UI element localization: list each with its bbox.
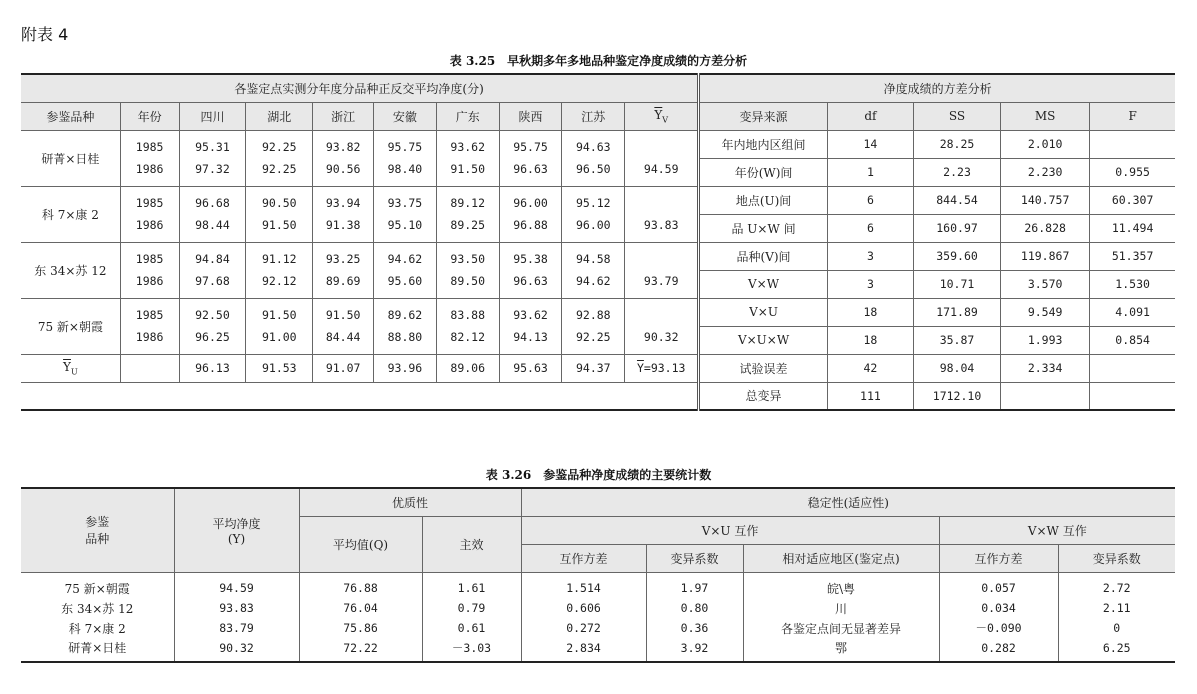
value: 94.13 — [513, 330, 548, 344]
site-header: 江苏 — [562, 102, 625, 130]
f-cell: 0.955 — [1090, 158, 1175, 186]
value: 94.58 — [575, 252, 611, 266]
value-cell — [436, 242, 499, 298]
vxu-header: V×U 互作 — [521, 516, 939, 544]
variety-name: 东 34×苏 12 — [21, 242, 120, 298]
value: 92.88 — [575, 308, 611, 322]
f-cell — [1090, 382, 1175, 410]
year-value: 1986 — [135, 162, 164, 176]
f-cell: 0.854 — [1090, 326, 1175, 354]
df-cell: 3 — [827, 270, 913, 298]
value: 91.00 — [261, 330, 297, 344]
source-cell: 年份(W)间 — [699, 158, 828, 186]
vxw-header: V×W 互作 — [939, 516, 1175, 544]
ss-cell: 35.87 — [913, 326, 1000, 354]
f-cell: 60.307 — [1090, 186, 1175, 214]
vu-var-cell: 0.272 — [521, 618, 646, 638]
variety-header-line: 品种 — [85, 532, 110, 547]
value: 95.31 — [195, 140, 230, 154]
cv-header: 变异系数 — [1058, 544, 1175, 572]
f-header: F — [1090, 102, 1175, 130]
table-row — [21, 598, 1175, 618]
ss-cell: 171.89 — [913, 298, 1000, 326]
mean-cell: 83.79 — [174, 618, 299, 638]
df-cell: 18 — [827, 326, 913, 354]
grand-mean-value: =93.13 — [643, 361, 686, 375]
table-row — [21, 186, 1175, 214]
variety-header-line: 参鉴 — [85, 515, 110, 530]
year-header: 年份 — [120, 102, 179, 130]
value-cell — [179, 130, 246, 186]
value-cell — [562, 242, 625, 298]
cv-header: 变异系数 — [646, 544, 743, 572]
value-cell — [246, 130, 313, 186]
region-cell: 皖\粤 — [743, 572, 939, 598]
source-cell: V×W — [699, 270, 828, 298]
df-cell: 6 — [827, 186, 913, 214]
value: 88.80 — [387, 330, 423, 344]
df-cell: 18 — [827, 298, 913, 326]
vu-var-cell: 1.514 — [521, 572, 646, 598]
value: 94.62 — [575, 274, 611, 288]
table1-caption: 表 3.25 早秋期多年多地品种鉴定净度成绩的方差分析 — [449, 54, 748, 68]
ss-header: SS — [913, 102, 1000, 130]
value: 89.69 — [325, 274, 361, 288]
value: 95.12 — [575, 196, 611, 210]
year-cell — [120, 298, 179, 354]
statistics-table — [21, 487, 1175, 663]
main-effect-header: 主效 — [422, 516, 521, 572]
quality-header: 优质性 — [299, 488, 521, 516]
vu-cv-cell: 0.36 — [646, 618, 743, 638]
ms-cell: 26.828 — [1001, 214, 1090, 242]
value: 92.25 — [575, 330, 611, 344]
ms-cell: 2.334 — [1001, 354, 1090, 382]
value: 95.60 — [387, 274, 423, 288]
value-cell — [179, 298, 246, 354]
ss-cell: 2.23 — [913, 158, 1000, 186]
value: 93.75 — [387, 196, 423, 210]
empty-cell — [120, 354, 179, 382]
site-group-header: 各鉴定点实测分年度分品种正反交平均净度(分) — [21, 74, 699, 102]
value: 96.50 — [575, 162, 611, 176]
table-row — [21, 130, 1175, 158]
value: 82.12 — [450, 330, 486, 344]
vu-cv-cell: 1.97 — [646, 572, 743, 598]
table-row — [21, 618, 1175, 638]
grand-mean-symbol: $\overline{Y}$ — [636, 361, 644, 375]
region-header: 相对适应地区(鉴定点) — [743, 544, 939, 572]
ms-cell: 1.993 — [1001, 326, 1090, 354]
ss-cell: 1712.10 — [913, 382, 1000, 410]
value-cell — [313, 298, 374, 354]
yu-value: 91.07 — [313, 354, 374, 382]
value-cell — [562, 130, 625, 186]
table-row — [21, 242, 1175, 270]
value: 89.62 — [387, 308, 423, 322]
ss-cell: 98.04 — [913, 354, 1000, 382]
vu-cv-cell: 0.80 — [646, 598, 743, 618]
interaction-var-header: 互作方差 — [939, 544, 1058, 572]
ss-cell: 10.71 — [913, 270, 1000, 298]
site-header: 陕西 — [499, 102, 562, 130]
yv-header-main: $\overline{Y}$ — [654, 107, 663, 122]
table2-caption: 表 3.26 参鉴品种净度成绩的主要统计数 — [485, 468, 712, 482]
year-value: 1986 — [135, 274, 164, 288]
variety-name: 科 7×康 2 — [21, 186, 120, 242]
value: 92.50 — [195, 308, 230, 322]
value: 95.75 — [513, 140, 548, 154]
ms-cell: 2.230 — [1001, 158, 1090, 186]
value-cell — [374, 130, 437, 186]
value-cell — [246, 242, 313, 298]
value: 84.44 — [325, 330, 361, 344]
vw-cv-cell: 2.72 — [1058, 572, 1175, 598]
vw-cv-cell: 0 — [1058, 618, 1175, 638]
yu-label — [21, 354, 120, 382]
value: 93.62 — [450, 140, 486, 154]
year-value: 1985 — [135, 140, 164, 154]
vw-var-cell: －0.090 — [939, 618, 1058, 638]
main-effect-cell: －3.03 — [422, 638, 521, 662]
yu-value: 95.63 — [499, 354, 562, 382]
variety-header: 参鉴品种 — [21, 102, 120, 130]
yu-label-main: $\overline{Y}$ — [63, 359, 71, 374]
year-value: 1986 — [135, 330, 164, 344]
value: 97.68 — [195, 274, 230, 288]
value: 96.25 — [195, 330, 230, 344]
q-cell: 76.04 — [299, 598, 422, 618]
q-cell: 75.86 — [299, 618, 422, 638]
source-cell: 品种(V)间 — [699, 242, 828, 270]
region-cell: 各鉴定点间无显著差异 — [743, 618, 939, 638]
value-cell — [313, 186, 374, 242]
value: 93.25 — [325, 252, 361, 266]
value: 97.32 — [195, 162, 230, 176]
table-row — [21, 572, 1175, 598]
main-effect-cell: 0.61 — [422, 618, 521, 638]
source-cell: V×U×W — [699, 326, 828, 354]
grand-mean — [625, 354, 699, 382]
value-cell — [374, 186, 437, 242]
yu-value: 89.06 — [436, 354, 499, 382]
value: 92.12 — [261, 274, 297, 288]
site-header: 广东 — [436, 102, 499, 130]
yv-header-sub: V — [662, 115, 669, 125]
empty-cell — [21, 382, 699, 410]
value: 91.12 — [261, 252, 297, 266]
table-row — [21, 638, 1175, 662]
vw-var-cell: 0.282 — [939, 638, 1058, 662]
year-cell — [120, 186, 179, 242]
table-row — [21, 382, 1175, 410]
region-cell: 川 — [743, 598, 939, 618]
site-header: 浙江 — [313, 102, 374, 130]
variety-name: 东 34×苏 12 — [21, 598, 174, 618]
df-cell: 3 — [827, 242, 913, 270]
site-header: 四川 — [179, 102, 246, 130]
anova-group-header: 净度成绩的方差分析 — [699, 74, 1175, 102]
value: 94.63 — [575, 140, 611, 154]
df-cell: 14 — [827, 130, 913, 158]
mean-header-line: 平均净度 — [212, 516, 261, 531]
ms-cell: 2.010 — [1001, 130, 1090, 158]
value: 93.62 — [513, 308, 548, 322]
value-cell — [436, 186, 499, 242]
value: 92.25 — [261, 162, 297, 176]
mean-cell: 90.32 — [174, 638, 299, 662]
value: 95.38 — [513, 252, 548, 266]
value: 95.75 — [387, 140, 423, 154]
f-cell: 51.357 — [1090, 242, 1175, 270]
variety-name: 75 新×朝霞 — [21, 572, 174, 598]
value: 89.12 — [450, 196, 486, 210]
variety-header — [21, 488, 174, 572]
yv-cell — [625, 242, 699, 298]
value-cell — [499, 130, 562, 186]
value: 96.00 — [575, 218, 611, 232]
yv-cell — [625, 186, 699, 242]
ms-cell: 3.570 — [1001, 270, 1090, 298]
ss-cell: 844.54 — [913, 186, 1000, 214]
vu-cv-cell: 3.92 — [646, 638, 743, 662]
ss-cell: 359.60 — [913, 242, 1000, 270]
value-cell — [436, 298, 499, 354]
value-cell — [179, 242, 246, 298]
value-cell — [436, 130, 499, 186]
value: 96.00 — [513, 196, 548, 210]
region-cell: 鄂 — [743, 638, 939, 662]
variety-name: 75 新×朝霞 — [21, 298, 120, 354]
f-cell — [1090, 130, 1175, 158]
source-cell: V×U — [699, 298, 828, 326]
yu-value: 96.13 — [179, 354, 246, 382]
source-cell: 总变异 — [699, 382, 828, 410]
value: 91.50 — [325, 308, 361, 322]
vw-cv-cell: 6.25 — [1058, 638, 1175, 662]
df-cell: 1 — [827, 158, 913, 186]
value: 91.50 — [261, 308, 297, 322]
vu-var-cell: 0.606 — [521, 598, 646, 618]
yu-label-sub: U — [70, 367, 78, 377]
anova-table — [21, 73, 1175, 411]
value-cell — [313, 242, 374, 298]
df-header: df — [827, 102, 913, 130]
source-cell: 地点(U)间 — [699, 186, 828, 214]
value: 92.25 — [261, 140, 297, 154]
value-cell — [562, 186, 625, 242]
ms-cell: 140.757 — [1001, 186, 1090, 214]
value: 96.88 — [513, 218, 548, 232]
value: 93.94 — [325, 196, 361, 210]
ms-cell — [1001, 382, 1090, 410]
f-cell: 1.530 — [1090, 270, 1175, 298]
yv-header — [625, 102, 699, 130]
yv-value: 93.83 — [643, 218, 679, 232]
value-cell — [499, 242, 562, 298]
year-value: 1985 — [135, 308, 164, 322]
value-cell — [499, 298, 562, 354]
value: 90.50 — [261, 196, 297, 210]
source-header: 变异来源 — [699, 102, 828, 130]
year-value: 1985 — [135, 196, 164, 210]
value-cell — [374, 242, 437, 298]
mean-header-line: (Y) — [227, 531, 246, 546]
mean-cell: 94.59 — [174, 572, 299, 598]
q-cell: 76.88 — [299, 572, 422, 598]
value: 94.62 — [387, 252, 423, 266]
mean-header — [174, 488, 299, 572]
site-header: 安徽 — [374, 102, 437, 130]
table-row — [21, 354, 1175, 382]
interaction-var-header: 互作方差 — [521, 544, 646, 572]
year-value: 1986 — [135, 218, 164, 232]
table-row — [21, 298, 1175, 326]
year-value: 1985 — [135, 252, 164, 266]
value: 91.50 — [450, 162, 486, 176]
df-cell: 111 — [827, 382, 913, 410]
ss-cell: 160.97 — [913, 214, 1000, 242]
yu-value: 94.37 — [562, 354, 625, 382]
df-cell: 42 — [827, 354, 913, 382]
ss-cell: 28.25 — [913, 130, 1000, 158]
f-cell: 11.494 — [1090, 214, 1175, 242]
variety-name: 科 7×康 2 — [21, 618, 174, 638]
value: 91.38 — [325, 218, 361, 232]
value-cell — [246, 186, 313, 242]
yu-value: 91.53 — [246, 354, 313, 382]
q-cell: 72.22 — [299, 638, 422, 662]
vw-cv-cell: 2.11 — [1058, 598, 1175, 618]
stability-header: 稳定性(适应性) — [521, 488, 1175, 516]
value: 93.82 — [325, 140, 361, 154]
df-cell: 6 — [827, 214, 913, 242]
ms-header: MS — [1001, 102, 1090, 130]
value: 90.56 — [325, 162, 361, 176]
value-cell — [313, 130, 374, 186]
value: 89.25 — [450, 218, 486, 232]
vw-var-cell: 0.034 — [939, 598, 1058, 618]
value-cell — [562, 298, 625, 354]
vw-var-cell: 0.057 — [939, 572, 1058, 598]
appendix-label: 附表 4 — [21, 25, 69, 44]
yv-cell — [625, 298, 699, 354]
year-cell — [120, 130, 179, 186]
yv-cell — [625, 130, 699, 186]
source-cell: 品 U×W 间 — [699, 214, 828, 242]
value-cell — [246, 298, 313, 354]
main-effect-cell: 0.79 — [422, 598, 521, 618]
site-header: 湖北 — [246, 102, 313, 130]
f-cell: 4.091 — [1090, 298, 1175, 326]
value: 93.50 — [450, 252, 486, 266]
value: 96.63 — [513, 274, 548, 288]
value: 98.44 — [195, 218, 230, 232]
variety-name: 研菁×日桂 — [21, 638, 174, 662]
value: 96.63 — [513, 162, 548, 176]
source-cell: 年内地内区组间 — [699, 130, 828, 158]
f-cell — [1090, 354, 1175, 382]
value-cell — [499, 186, 562, 242]
yv-value: 94.59 — [643, 162, 679, 176]
value-cell — [179, 186, 246, 242]
yu-value: 93.96 — [374, 354, 437, 382]
yv-value: 90.32 — [643, 330, 679, 344]
ms-cell: 9.549 — [1001, 298, 1090, 326]
q-mean-header: 平均值(Q) — [299, 516, 422, 572]
value: 95.10 — [387, 218, 423, 232]
value: 89.50 — [450, 274, 486, 288]
vu-var-cell: 2.834 — [521, 638, 646, 662]
year-cell — [120, 242, 179, 298]
variety-name: 研菁×日桂 — [21, 130, 120, 186]
value: 94.84 — [195, 252, 230, 266]
ms-cell: 119.867 — [1001, 242, 1090, 270]
value-cell — [374, 298, 437, 354]
source-cell: 试验误差 — [699, 354, 828, 382]
value: 96.68 — [195, 196, 230, 210]
value: 91.50 — [261, 218, 297, 232]
main-effect-cell: 1.61 — [422, 572, 521, 598]
yv-value: 93.79 — [643, 274, 679, 288]
value: 83.88 — [450, 308, 486, 322]
mean-cell: 93.83 — [174, 598, 299, 618]
value: 98.40 — [387, 162, 423, 176]
